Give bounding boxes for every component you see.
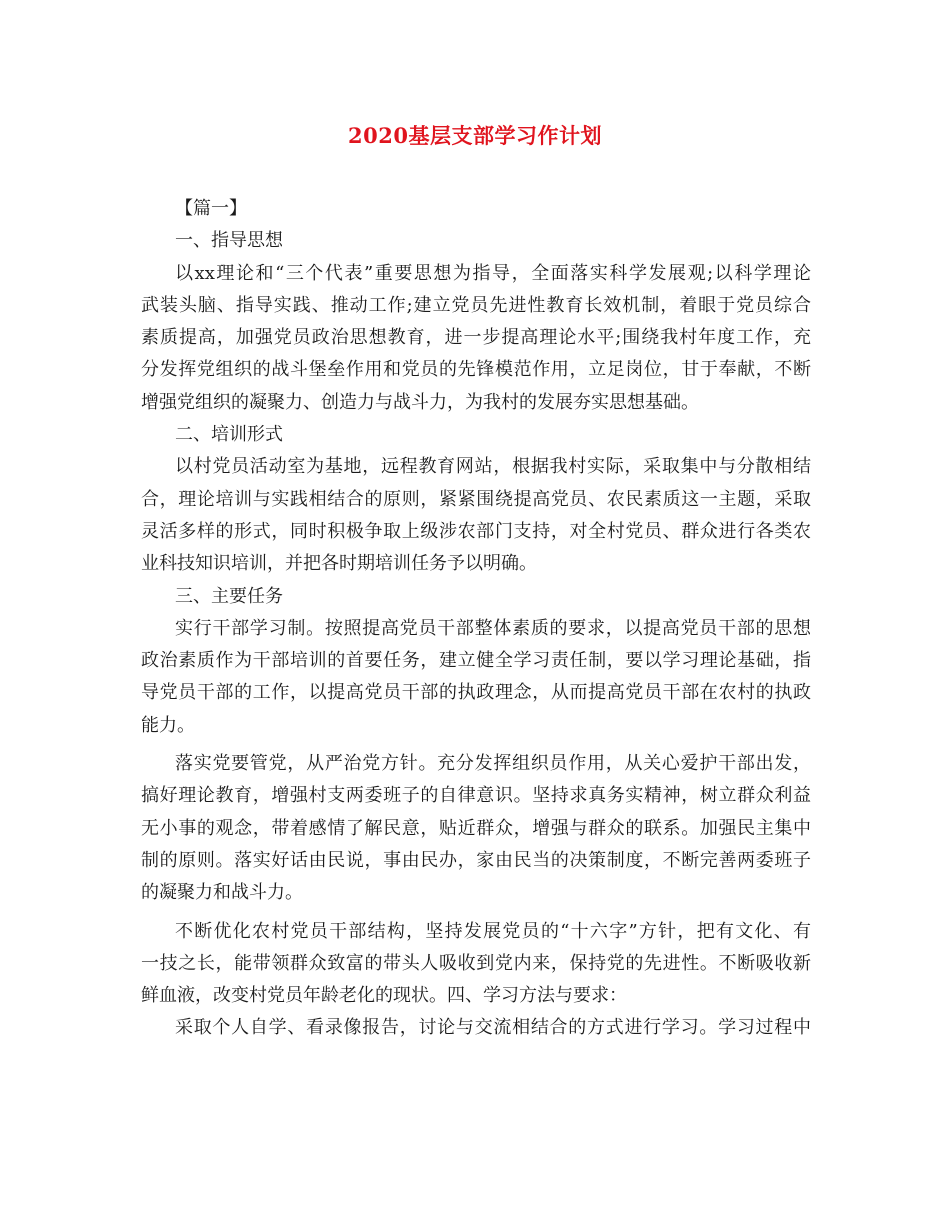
section-heading: 三、主要任务 — [175, 585, 283, 607]
paragraph-line: 无小事的观念，带着感情了解民意，贴近群众，增强与群众的联系。加强民主集中 — [141, 817, 811, 839]
paragraph-line: 制的原则。落实好话由民说，事由民办，家由民当的决策制度，不断完善两委班子 — [141, 849, 811, 871]
paragraph-line: 分发挥党组织的战斗堡垒作用和党员的先锋模范作用，立足岗位，甘于奉献，不断 — [141, 359, 811, 381]
paragraph-line: 业科技知识培训，并把各时期培训任务予以明确。 — [141, 553, 537, 575]
paragraph-line: 武装头脑、指导实践、推动工作;建立党员先进性教育长效机制，着眼于党员综合 — [141, 294, 811, 316]
paragraph-line: 一技之长，能带领群众致富的带头人吸收到党内来，保持党的先进性。不断吸收新 — [141, 952, 811, 974]
paragraph-line: 能力。 — [141, 714, 195, 736]
section-heading: 【篇一】 — [175, 198, 247, 219]
section-heading: 二、培训形式 — [175, 424, 283, 446]
paragraph-line: 采取个人自学、看录像报告，讨论与交流相结合的方式进行学习。学习过程中 — [175, 1017, 811, 1039]
section-heading: 一、指导思想 — [175, 230, 283, 252]
paragraph-line: 灵活多样的形式，同时积极争取上级涉农部门支持，对全村党员、群众进行各类农 — [141, 520, 811, 542]
paragraph-line: 的凝聚力和战斗力。 — [141, 882, 303, 904]
paragraph-line: 实行干部学习制。按照提高党员干部整体素质的要求，以提高党员干部的思想 — [175, 617, 811, 639]
paragraph-line: 以xx理论和“三个代表”重要思想为指导，全面落实科学发展观;以科学理论 — [175, 262, 811, 284]
paragraph-line: 搞好理论教育，增强村支两委班子的自律意识。坚持求真务实精神，树立群众利益 — [141, 785, 811, 807]
paragraph-line: 增强党组织的凝聚力、创造力与战斗力，为我村的发展夯实思想基础。 — [141, 391, 699, 413]
paragraph-line: 素质提高，加强党员政治思想教育，进一步提高理论水平;围绕我村年度工作，充 — [141, 327, 811, 349]
paragraph-line: 落实党要管党，从严治党方针。充分发挥组织员作用，从关心爱护干部出发， — [175, 753, 811, 775]
paragraph-line: 政治素质作为干部培训的首要任务，建立健全学习责任制，要以学习理论基础，指 — [141, 650, 811, 672]
paragraph-line: 导党员干部的工作，以提高党员干部的执政理念，从而提高党员干部在农村的执政 — [141, 682, 811, 704]
paragraph-line: 不断优化农村党员干部结构，坚持发展党员的“十六字”方针，把有文化、有 — [175, 920, 811, 942]
document-body — [141, 193, 811, 1045]
document-title: 2020基层支部学习作计划 — [348, 123, 602, 148]
paragraph-line: 鲜血液，改变村党员年龄老化的现状。四、学习方法与要求： — [141, 985, 627, 1007]
paragraph-line: 以村党员活动室为基地，远程教育网站，根据我村实际，采取集中与分散相结 — [175, 456, 811, 478]
paragraph-line: 合，理论培训与实践相结合的原则，紧紧围绕提高党员、农民素质这一主题，采取 — [141, 488, 811, 510]
